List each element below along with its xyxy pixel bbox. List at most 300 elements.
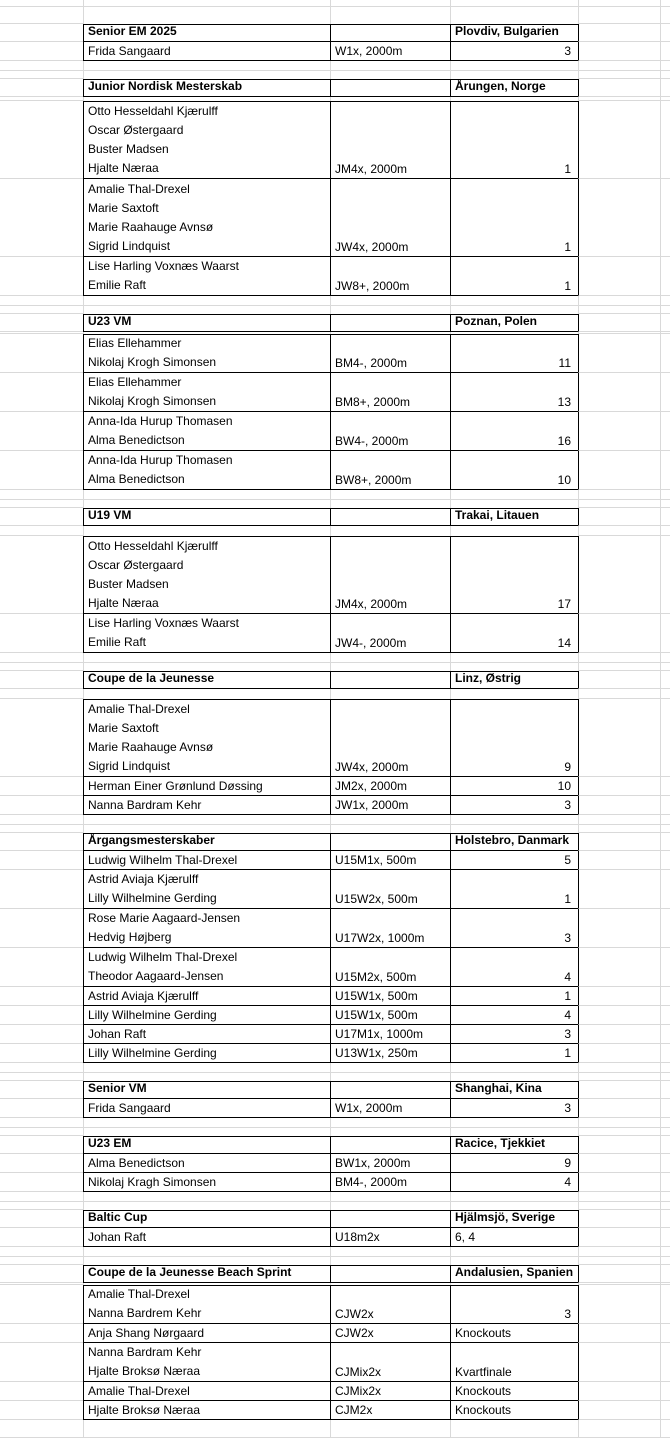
margin-cell[interactable]: [660, 334, 670, 373]
placement-cell[interactable]: [450, 1173, 578, 1192]
empty-cell[interactable]: [450, 653, 578, 663]
crew-names-cell[interactable]: [83, 101, 330, 179]
margin-cell[interactable]: [578, 508, 660, 526]
empty-cell[interactable]: [0, 689, 83, 699]
margin-cell[interactable]: [0, 851, 83, 870]
margin-cell[interactable]: [0, 1210, 83, 1228]
empty-cell[interactable]: [450, 71, 578, 79]
event-cell[interactable]: [330, 671, 450, 689]
empty-cell[interactable]: [83, 815, 330, 825]
empty-cell[interactable]: [330, 1128, 450, 1136]
margin-cell[interactable]: [660, 671, 670, 689]
boat-class-cell[interactable]: [330, 1343, 450, 1382]
empty-cell[interactable]: [450, 306, 578, 314]
margin-cell[interactable]: [0, 373, 83, 412]
section-location-cell[interactable]: [450, 671, 578, 689]
boat-class-cell[interactable]: [330, 948, 450, 987]
boat-class-cell[interactable]: [330, 257, 450, 296]
empty-cell[interactable]: [578, 1073, 660, 1081]
empty-cell[interactable]: [83, 1420, 330, 1438]
margin-cell[interactable]: [0, 614, 83, 653]
empty-cell[interactable]: [330, 1063, 450, 1073]
placement-cell[interactable]: [450, 1343, 578, 1382]
placement-cell[interactable]: [450, 334, 578, 373]
placement-cell[interactable]: [450, 777, 578, 796]
empty-cell[interactable]: [660, 1063, 670, 1073]
crew-names-cell[interactable]: [83, 796, 330, 815]
boat-class-cell[interactable]: [330, 412, 450, 451]
empty-cell[interactable]: [578, 61, 660, 71]
margin-cell[interactable]: [660, 987, 670, 1006]
margin-cell[interactable]: [578, 79, 660, 97]
empty-cell[interactable]: [83, 1202, 330, 1210]
event-cell[interactable]: [330, 508, 450, 526]
margin-cell[interactable]: [660, 1044, 670, 1063]
margin-cell[interactable]: [578, 777, 660, 796]
boat-class-cell[interactable]: [330, 334, 450, 373]
crew-names-cell[interactable]: [83, 1025, 330, 1044]
empty-cell[interactable]: [0, 71, 83, 79]
empty-cell[interactable]: [330, 1247, 450, 1257]
margin-cell[interactable]: [660, 42, 670, 61]
margin-cell[interactable]: [0, 1324, 83, 1343]
empty-cell[interactable]: [0, 1247, 83, 1257]
margin-cell[interactable]: [578, 412, 660, 451]
section-location-cell[interactable]: [450, 24, 578, 42]
empty-cell[interactable]: [0, 1128, 83, 1136]
empty-cell[interactable]: [660, 825, 670, 833]
margin-cell[interactable]: [578, 1228, 660, 1247]
empty-cell[interactable]: [330, 825, 450, 833]
empty-cell[interactable]: [578, 7, 660, 24]
empty-cell[interactable]: [578, 663, 660, 671]
empty-cell[interactable]: [578, 1192, 660, 1202]
section-location-cell[interactable]: [450, 833, 578, 851]
section-title-cell[interactable]: [83, 1265, 330, 1283]
section-title-cell[interactable]: [83, 1136, 330, 1154]
boat-class-cell[interactable]: [330, 373, 450, 412]
empty-cell[interactable]: [0, 1118, 83, 1128]
section-title-cell[interactable]: [83, 508, 330, 526]
empty-cell[interactable]: [660, 1420, 670, 1438]
crew-names-cell[interactable]: [83, 412, 330, 451]
section-location-cell[interactable]: [450, 508, 578, 526]
boat-class-cell[interactable]: [330, 1154, 450, 1173]
margin-cell[interactable]: [0, 334, 83, 373]
margin-cell[interactable]: [578, 851, 660, 870]
placement-cell[interactable]: [450, 699, 578, 777]
boat-class-cell[interactable]: [330, 699, 450, 777]
margin-cell[interactable]: [0, 508, 83, 526]
margin-cell[interactable]: [578, 24, 660, 42]
margin-cell[interactable]: [0, 1154, 83, 1173]
margin-cell[interactable]: [660, 1285, 670, 1324]
section-title-cell[interactable]: [83, 1081, 330, 1099]
empty-cell[interactable]: [83, 490, 330, 500]
empty-cell[interactable]: [83, 689, 330, 699]
boat-class-cell[interactable]: [330, 1324, 450, 1343]
event-cell[interactable]: [330, 1265, 450, 1283]
empty-cell[interactable]: [578, 689, 660, 699]
crew-names-cell[interactable]: [83, 1044, 330, 1063]
boat-class-cell[interactable]: [330, 1228, 450, 1247]
empty-cell[interactable]: [450, 663, 578, 671]
margin-cell[interactable]: [660, 909, 670, 948]
empty-cell[interactable]: [660, 663, 670, 671]
empty-cell[interactable]: [450, 1192, 578, 1202]
empty-cell[interactable]: [660, 689, 670, 699]
margin-cell[interactable]: [578, 101, 660, 179]
empty-cell[interactable]: [0, 653, 83, 663]
margin-cell[interactable]: [578, 451, 660, 490]
empty-cell[interactable]: [660, 1118, 670, 1128]
margin-cell[interactable]: [578, 257, 660, 296]
empty-cell[interactable]: [0, 1257, 83, 1265]
empty-cell[interactable]: [83, 0, 330, 7]
crew-names-cell[interactable]: [83, 179, 330, 257]
boat-class-cell[interactable]: [330, 987, 450, 1006]
margin-cell[interactable]: [660, 451, 670, 490]
margin-cell[interactable]: [0, 1044, 83, 1063]
empty-cell[interactable]: [450, 490, 578, 500]
empty-cell[interactable]: [83, 7, 330, 24]
margin-cell[interactable]: [660, 1324, 670, 1343]
empty-cell[interactable]: [450, 0, 578, 7]
placement-cell[interactable]: [450, 870, 578, 909]
placement-cell[interactable]: [450, 1025, 578, 1044]
margin-cell[interactable]: [0, 1228, 83, 1247]
empty-cell[interactable]: [330, 1257, 450, 1265]
empty-cell[interactable]: [660, 296, 670, 306]
crew-names-cell[interactable]: [83, 1228, 330, 1247]
crew-names-cell[interactable]: [83, 614, 330, 653]
empty-cell[interactable]: [450, 1202, 578, 1210]
margin-cell[interactable]: [578, 671, 660, 689]
crew-names-cell[interactable]: [83, 1154, 330, 1173]
empty-cell[interactable]: [83, 663, 330, 671]
placement-cell[interactable]: [450, 948, 578, 987]
empty-cell[interactable]: [578, 1420, 660, 1438]
margin-cell[interactable]: [578, 1081, 660, 1099]
empty-cell[interactable]: [578, 1247, 660, 1257]
margin-cell[interactable]: [660, 373, 670, 412]
empty-cell[interactable]: [83, 1128, 330, 1136]
empty-cell[interactable]: [578, 1202, 660, 1210]
margin-cell[interactable]: [578, 1099, 660, 1118]
boat-class-cell[interactable]: [330, 536, 450, 614]
empty-cell[interactable]: [660, 1128, 670, 1136]
empty-cell[interactable]: [83, 1257, 330, 1265]
empty-cell[interactable]: [660, 815, 670, 825]
margin-cell[interactable]: [660, 1382, 670, 1401]
empty-cell[interactable]: [660, 1073, 670, 1081]
crew-names-cell[interactable]: [83, 373, 330, 412]
margin-cell[interactable]: [0, 833, 83, 851]
empty-cell[interactable]: [660, 7, 670, 24]
margin-cell[interactable]: [660, 833, 670, 851]
crew-names-cell[interactable]: [83, 536, 330, 614]
margin-cell[interactable]: [0, 796, 83, 815]
crew-names-cell[interactable]: [83, 777, 330, 796]
section-title-cell[interactable]: [83, 671, 330, 689]
empty-cell[interactable]: [660, 526, 670, 536]
placement-cell[interactable]: [450, 987, 578, 1006]
margin-cell[interactable]: [660, 796, 670, 815]
margin-cell[interactable]: [660, 614, 670, 653]
empty-cell[interactable]: [450, 1257, 578, 1265]
margin-cell[interactable]: [660, 314, 670, 332]
empty-cell[interactable]: [660, 500, 670, 508]
empty-cell[interactable]: [578, 1063, 660, 1073]
margin-cell[interactable]: [0, 1081, 83, 1099]
crew-names-cell[interactable]: [83, 851, 330, 870]
empty-cell[interactable]: [330, 1192, 450, 1202]
margin-cell[interactable]: [578, 1265, 660, 1283]
crew-names-cell[interactable]: [83, 1006, 330, 1025]
empty-cell[interactable]: [0, 7, 83, 24]
boat-class-cell[interactable]: [330, 851, 450, 870]
empty-cell[interactable]: [578, 1257, 660, 1265]
margin-cell[interactable]: [578, 42, 660, 61]
margin-cell[interactable]: [660, 24, 670, 42]
section-title-cell[interactable]: [83, 24, 330, 42]
placement-cell[interactable]: [450, 851, 578, 870]
margin-cell[interactable]: [0, 777, 83, 796]
margin-cell[interactable]: [578, 1343, 660, 1382]
margin-cell[interactable]: [578, 987, 660, 1006]
empty-cell[interactable]: [578, 71, 660, 79]
crew-names-cell[interactable]: [83, 1324, 330, 1343]
margin-cell[interactable]: [0, 987, 83, 1006]
empty-cell[interactable]: [0, 1063, 83, 1073]
margin-cell[interactable]: [578, 870, 660, 909]
placement-cell[interactable]: [450, 614, 578, 653]
empty-cell[interactable]: [450, 689, 578, 699]
margin-cell[interactable]: [578, 1154, 660, 1173]
empty-cell[interactable]: [83, 1073, 330, 1081]
empty-cell[interactable]: [0, 1420, 83, 1438]
placement-cell[interactable]: [450, 373, 578, 412]
margin-cell[interactable]: [578, 1382, 660, 1401]
empty-cell[interactable]: [660, 1202, 670, 1210]
empty-cell[interactable]: [450, 526, 578, 536]
crew-names-cell[interactable]: [83, 257, 330, 296]
margin-cell[interactable]: [660, 1173, 670, 1192]
empty-cell[interactable]: [450, 1118, 578, 1128]
boat-class-cell[interactable]: [330, 614, 450, 653]
margin-cell[interactable]: [0, 412, 83, 451]
margin-cell[interactable]: [660, 1099, 670, 1118]
boat-class-cell[interactable]: [330, 1044, 450, 1063]
empty-cell[interactable]: [83, 1192, 330, 1202]
empty-cell[interactable]: [83, 825, 330, 833]
placement-cell[interactable]: [450, 536, 578, 614]
margin-cell[interactable]: [0, 42, 83, 61]
boat-class-cell[interactable]: [330, 1006, 450, 1025]
margin-cell[interactable]: [578, 1044, 660, 1063]
empty-cell[interactable]: [0, 1192, 83, 1202]
empty-cell[interactable]: [330, 663, 450, 671]
empty-cell[interactable]: [0, 815, 83, 825]
empty-cell[interactable]: [330, 526, 450, 536]
empty-cell[interactable]: [330, 1420, 450, 1438]
margin-cell[interactable]: [0, 909, 83, 948]
empty-cell[interactable]: [450, 61, 578, 71]
empty-cell[interactable]: [83, 653, 330, 663]
boat-class-cell[interactable]: [330, 1099, 450, 1118]
margin-cell[interactable]: [578, 1136, 660, 1154]
empty-cell[interactable]: [450, 1247, 578, 1257]
empty-cell[interactable]: [0, 825, 83, 833]
section-location-cell[interactable]: [450, 314, 578, 332]
placement-cell[interactable]: [450, 1285, 578, 1324]
placement-cell[interactable]: [450, 451, 578, 490]
empty-cell[interactable]: [660, 71, 670, 79]
empty-cell[interactable]: [450, 1420, 578, 1438]
margin-cell[interactable]: [578, 614, 660, 653]
margin-cell[interactable]: [578, 1324, 660, 1343]
empty-cell[interactable]: [330, 689, 450, 699]
margin-cell[interactable]: [660, 699, 670, 777]
empty-cell[interactable]: [83, 296, 330, 306]
empty-cell[interactable]: [83, 71, 330, 79]
empty-cell[interactable]: [0, 526, 83, 536]
margin-cell[interactable]: [0, 24, 83, 42]
empty-cell[interactable]: [0, 306, 83, 314]
event-cell[interactable]: [330, 314, 450, 332]
margin-cell[interactable]: [660, 257, 670, 296]
empty-cell[interactable]: [83, 306, 330, 314]
section-title-cell[interactable]: [83, 833, 330, 851]
margin-cell[interactable]: [660, 1343, 670, 1382]
boat-class-cell[interactable]: [330, 1401, 450, 1420]
empty-cell[interactable]: [0, 500, 83, 508]
margin-cell[interactable]: [0, 948, 83, 987]
empty-cell[interactable]: [450, 296, 578, 306]
event-cell[interactable]: [330, 24, 450, 42]
margin-cell[interactable]: [660, 101, 670, 179]
margin-cell[interactable]: [660, 851, 670, 870]
placement-cell[interactable]: [450, 1401, 578, 1420]
event-cell[interactable]: [330, 79, 450, 97]
margin-cell[interactable]: [0, 536, 83, 614]
margin-cell[interactable]: [578, 1006, 660, 1025]
margin-cell[interactable]: [660, 536, 670, 614]
boat-class-cell[interactable]: [330, 179, 450, 257]
section-location-cell[interactable]: [450, 79, 578, 97]
crew-names-cell[interactable]: [83, 1382, 330, 1401]
margin-cell[interactable]: [660, 1006, 670, 1025]
empty-cell[interactable]: [0, 296, 83, 306]
empty-cell[interactable]: [578, 825, 660, 833]
margin-cell[interactable]: [0, 1173, 83, 1192]
margin-cell[interactable]: [578, 699, 660, 777]
crew-names-cell[interactable]: [83, 909, 330, 948]
empty-cell[interactable]: [0, 1202, 83, 1210]
empty-cell[interactable]: [450, 7, 578, 24]
margin-cell[interactable]: [660, 1154, 670, 1173]
margin-cell[interactable]: [578, 314, 660, 332]
event-cell[interactable]: [330, 1136, 450, 1154]
empty-cell[interactable]: [83, 500, 330, 508]
empty-cell[interactable]: [83, 1118, 330, 1128]
crew-names-cell[interactable]: [83, 870, 330, 909]
margin-cell[interactable]: [578, 1285, 660, 1324]
margin-cell[interactable]: [578, 373, 660, 412]
boat-class-cell[interactable]: [330, 870, 450, 909]
boat-class-cell[interactable]: [330, 796, 450, 815]
crew-names-cell[interactable]: [83, 948, 330, 987]
margin-cell[interactable]: [0, 1136, 83, 1154]
empty-cell[interactable]: [578, 526, 660, 536]
section-location-cell[interactable]: [450, 1210, 578, 1228]
empty-cell[interactable]: [578, 815, 660, 825]
empty-cell[interactable]: [330, 306, 450, 314]
empty-cell[interactable]: [660, 1192, 670, 1202]
empty-cell[interactable]: [578, 1128, 660, 1136]
placement-cell[interactable]: [450, 412, 578, 451]
crew-names-cell[interactable]: [83, 451, 330, 490]
section-location-cell[interactable]: [450, 1081, 578, 1099]
margin-cell[interactable]: [578, 1401, 660, 1420]
empty-cell[interactable]: [330, 490, 450, 500]
margin-cell[interactable]: [0, 314, 83, 332]
empty-cell[interactable]: [330, 71, 450, 79]
margin-cell[interactable]: [0, 699, 83, 777]
margin-cell[interactable]: [0, 79, 83, 97]
empty-cell[interactable]: [330, 1118, 450, 1128]
placement-cell[interactable]: [450, 1382, 578, 1401]
margin-cell[interactable]: [660, 1025, 670, 1044]
boat-class-cell[interactable]: [330, 1173, 450, 1192]
empty-cell[interactable]: [450, 500, 578, 508]
placement-cell[interactable]: [450, 42, 578, 61]
crew-names-cell[interactable]: [83, 334, 330, 373]
margin-cell[interactable]: [660, 1081, 670, 1099]
empty-cell[interactable]: [0, 490, 83, 500]
margin-cell[interactable]: [578, 909, 660, 948]
crew-names-cell[interactable]: [83, 1099, 330, 1118]
section-location-cell[interactable]: [450, 1265, 578, 1283]
margin-cell[interactable]: [578, 833, 660, 851]
empty-cell[interactable]: [0, 1073, 83, 1081]
empty-cell[interactable]: [660, 61, 670, 71]
section-location-cell[interactable]: [450, 1136, 578, 1154]
crew-names-cell[interactable]: [83, 987, 330, 1006]
placement-cell[interactable]: [450, 1154, 578, 1173]
margin-cell[interactable]: [0, 1006, 83, 1025]
margin-cell[interactable]: [0, 1265, 83, 1283]
margin-cell[interactable]: [0, 1025, 83, 1044]
placement-cell[interactable]: [450, 257, 578, 296]
empty-cell[interactable]: [660, 490, 670, 500]
margin-cell[interactable]: [578, 948, 660, 987]
placement-cell[interactable]: [450, 1006, 578, 1025]
empty-cell[interactable]: [450, 1128, 578, 1136]
empty-cell[interactable]: [0, 0, 83, 7]
crew-names-cell[interactable]: [83, 699, 330, 777]
empty-cell[interactable]: [578, 500, 660, 508]
margin-cell[interactable]: [578, 536, 660, 614]
placement-cell[interactable]: [450, 1324, 578, 1343]
empty-cell[interactable]: [83, 1063, 330, 1073]
margin-cell[interactable]: [660, 179, 670, 257]
margin-cell[interactable]: [0, 870, 83, 909]
empty-cell[interactable]: [330, 296, 450, 306]
empty-cell[interactable]: [330, 7, 450, 24]
empty-cell[interactable]: [83, 526, 330, 536]
margin-cell[interactable]: [660, 1136, 670, 1154]
